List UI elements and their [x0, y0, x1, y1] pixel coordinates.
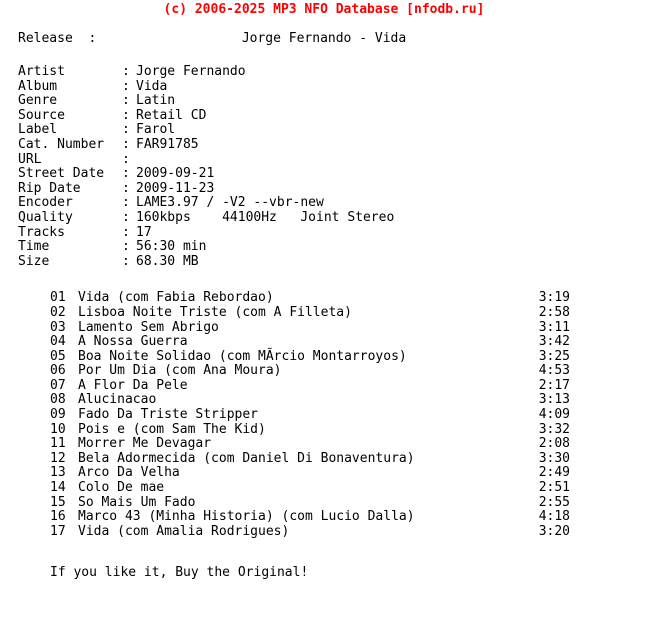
track-number: 07	[50, 377, 66, 393]
track-title: Por Um Dia (com Ana Moura)	[78, 363, 282, 379]
info-row	[18, 182, 648, 197]
info-key: Album	[18, 78, 58, 94]
info-separator: :	[122, 136, 130, 152]
info-row	[18, 153, 648, 168]
track-duration: 2:08	[538, 436, 570, 452]
track-row	[50, 321, 570, 336]
info-value: Farol	[136, 122, 176, 138]
track-number: 09	[50, 407, 66, 423]
info-separator: :	[122, 151, 130, 167]
info-row	[18, 226, 648, 241]
info-value: LAME3.97 / -V2 --vbr-new	[136, 195, 324, 211]
track-number: 11	[50, 436, 66, 452]
info-value: Retail CD	[136, 107, 207, 123]
track-title: A Nossa Guerra	[78, 334, 188, 350]
track-row	[50, 291, 570, 306]
track-row	[50, 496, 570, 511]
info-key: Genre	[18, 93, 58, 109]
info-separator: :	[122, 93, 130, 109]
info-value: FAR91785	[136, 136, 199, 152]
release-info-block	[18, 65, 648, 269]
track-row	[50, 466, 570, 481]
track-title: Vida (com Amalia Rodrigues)	[78, 523, 290, 539]
track-row	[50, 350, 570, 365]
info-separator: :	[122, 224, 130, 240]
release-line	[0, 31, 648, 47]
info-separator: :	[122, 78, 130, 94]
track-title: Pois e (com Sam The Kid)	[78, 421, 266, 437]
track-title: So Mais Um Fado	[78, 494, 196, 510]
track-number: 04	[50, 334, 66, 350]
track-row	[50, 335, 570, 350]
track-title: Vida (com Fabia Rebordao)	[78, 290, 274, 306]
track-title: A Flor Da Pele	[78, 377, 188, 393]
info-separator: :	[122, 209, 130, 225]
info-row	[18, 138, 648, 153]
info-key: Encoder	[18, 195, 73, 211]
info-separator: :	[122, 180, 130, 196]
info-value: Vida	[136, 78, 168, 94]
info-value: Jorge Fernando	[136, 64, 246, 79]
track-duration: 3:11	[538, 319, 570, 335]
info-row	[18, 94, 648, 109]
track-title: Colo De mae	[78, 480, 165, 496]
track-title: Marco 43 (Minha Historia) (com Lucio Dalla)	[78, 509, 415, 525]
track-title: Bela Adormecida (com Daniel Di Bonaventura)	[78, 450, 415, 466]
info-value: Latin	[136, 93, 176, 109]
track-row	[50, 481, 570, 496]
release-label: Release :	[18, 31, 97, 46]
track-row	[50, 510, 570, 525]
track-title: Arco Da Velha	[78, 465, 180, 481]
track-duration: 3:30	[538, 450, 570, 466]
info-key: Source	[18, 107, 65, 123]
track-number: 15	[50, 494, 66, 510]
info-separator: :	[122, 253, 130, 269]
track-number: 13	[50, 465, 66, 481]
track-duration: 2:55	[538, 494, 570, 510]
track-duration: 3:25	[538, 348, 570, 364]
release-title: Jorge Fernando - Vida	[241, 31, 407, 46]
track-number: 16	[50, 509, 66, 525]
track-duration: 3:13	[538, 392, 570, 408]
footer-note: If you like it, Buy the Original!	[50, 565, 309, 581]
track-title: Lisboa Noite Triste (com A Filleta)	[78, 304, 352, 320]
info-row	[18, 196, 648, 211]
track-title: Boa Noite Solidao (com MÃrcio Montarroyos)	[78, 348, 407, 364]
track-number: 10	[50, 421, 66, 437]
track-row	[50, 408, 570, 423]
track-duration: 3:20	[538, 523, 570, 539]
info-key: Rip Date	[18, 180, 81, 196]
info-key: URL	[18, 151, 42, 167]
track-row	[50, 423, 570, 438]
track-number: 01	[50, 290, 66, 306]
track-duration: 4:09	[538, 407, 570, 423]
track-duration: 2:51	[538, 480, 570, 496]
info-key: Street Date	[18, 166, 105, 182]
info-value: 160kbps 44100Hz Joint Stereo	[136, 209, 395, 225]
info-separator: :	[122, 166, 130, 182]
site-credit-header: (c) 2006-2025 MP3 NFO Database [nfodb.ru]	[163, 2, 485, 17]
track-duration: 2:58	[538, 304, 570, 320]
info-row	[18, 123, 648, 138]
track-number: 03	[50, 319, 66, 335]
track-number: 06	[50, 363, 66, 379]
tracklist	[50, 291, 570, 539]
track-duration: 3:32	[538, 421, 570, 437]
info-row	[18, 255, 648, 270]
track-row	[50, 452, 570, 467]
track-duration: 4:18	[538, 509, 570, 525]
track-number: 12	[50, 450, 66, 466]
info-separator: :	[122, 122, 130, 138]
info-separator: :	[122, 195, 130, 211]
track-row	[50, 306, 570, 321]
info-separator: :	[122, 239, 130, 255]
track-duration: 3:42	[538, 334, 570, 350]
track-row	[50, 437, 570, 452]
info-key: Cat. Number	[18, 136, 105, 152]
track-number: 05	[50, 348, 66, 364]
info-row	[18, 65, 648, 80]
info-row	[18, 211, 648, 226]
info-separator: :	[122, 64, 130, 79]
info-key: Artist	[18, 64, 65, 79]
info-key: Time	[18, 239, 50, 255]
info-row	[18, 240, 648, 255]
track-number: 02	[50, 304, 66, 320]
track-row	[50, 364, 570, 379]
info-key: Quality	[18, 209, 73, 225]
track-row	[50, 393, 570, 408]
track-duration: 4:53	[538, 363, 570, 379]
info-separator: :	[122, 107, 130, 123]
info-value: 56:30 min	[136, 239, 207, 255]
info-row	[18, 109, 648, 124]
track-row	[50, 379, 570, 394]
info-value: 2009-09-21	[136, 166, 215, 182]
info-row	[18, 80, 648, 95]
info-value: 2009-11-23	[136, 180, 215, 196]
info-value: 68.30 MB	[136, 253, 199, 269]
track-duration: 2:49	[538, 465, 570, 481]
info-key: Tracks	[18, 224, 65, 240]
track-title: Fado Da Triste Stripper	[78, 407, 259, 423]
track-number: 08	[50, 392, 66, 408]
track-title: Lamento Sem Abrigo	[78, 319, 219, 335]
info-key: Label	[18, 122, 58, 138]
track-title: Morrer Me Devagar	[78, 436, 212, 452]
track-duration: 2:17	[538, 377, 570, 393]
info-value: 17	[136, 224, 152, 240]
info-key: Size	[18, 253, 50, 269]
track-duration: 3:19	[538, 290, 570, 306]
track-title: Alucinacao	[78, 392, 157, 408]
track-number: 14	[50, 480, 66, 496]
info-row	[18, 167, 648, 182]
track-row	[50, 525, 570, 540]
track-number: 17	[50, 523, 66, 539]
